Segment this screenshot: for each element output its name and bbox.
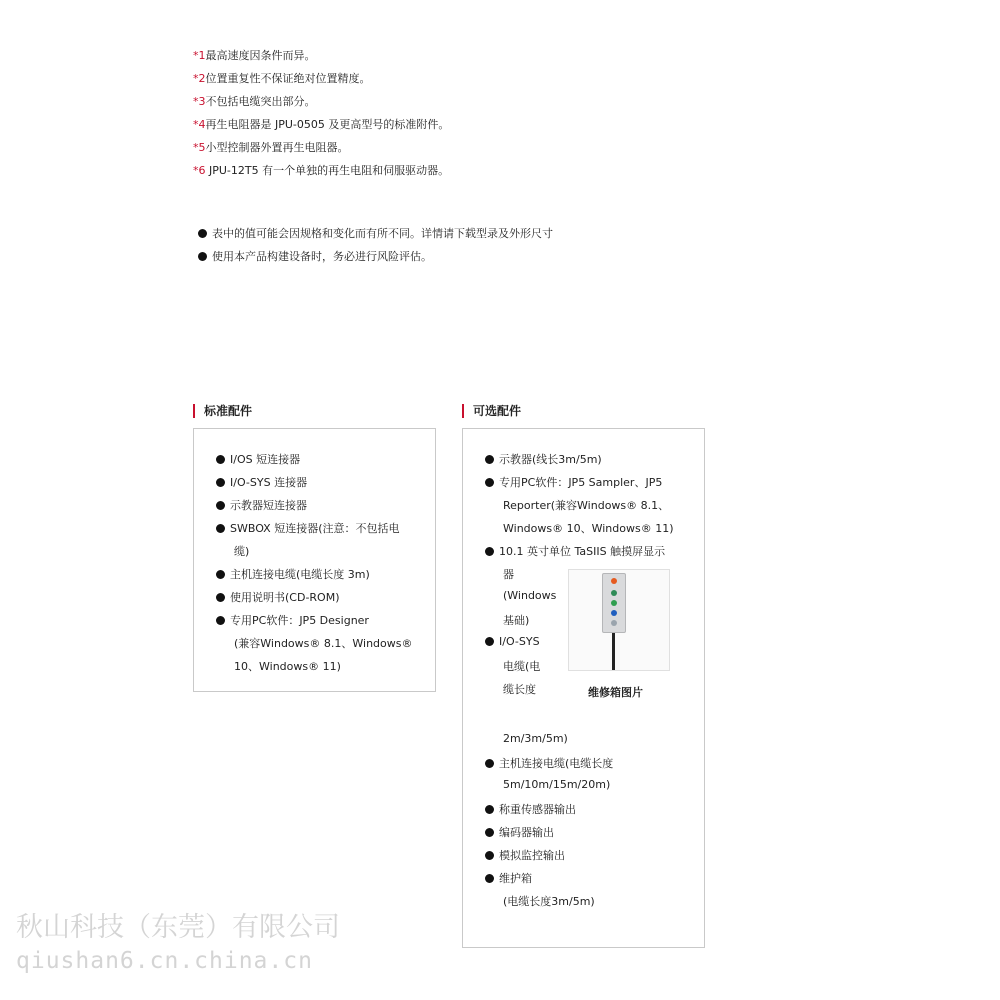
list-item <box>216 589 340 605</box>
list-item <box>485 635 540 648</box>
bullet-text: 表中的值可能会因规格和变化而有所不同。详情请下载型录及外形尺寸 <box>212 227 553 240</box>
bullet-icon <box>485 805 494 814</box>
list-item <box>216 612 369 628</box>
list-item-continuation: (Windows <box>503 589 557 602</box>
list-item-text: I/OS 短连接器 <box>230 453 301 466</box>
optional-accessories-title: 可选配件 <box>462 404 521 418</box>
footnote-marker: *4 <box>193 118 206 131</box>
footnote-text: JPU-12T5 有一个单独的再生电阻和伺服驱动器。 <box>205 164 450 177</box>
control-box-panel <box>602 573 626 633</box>
footnote-marker: *6 <box>193 164 206 177</box>
bullet-icon <box>216 478 225 487</box>
standard-accessories-title: 标准配件 <box>193 404 252 418</box>
bullet-icon <box>485 478 494 487</box>
list-item-text: 示教器(线长3m/5m) <box>499 453 602 466</box>
list-item-continuation: 电缆(电 <box>503 660 541 673</box>
list-item-continuation: 2m/3m/5m) <box>503 732 568 745</box>
gray-button-icon <box>611 620 617 626</box>
list-item-text: 维护箱 <box>499 872 532 885</box>
list-item-text: 示教器短连接器 <box>230 499 307 512</box>
bullet-icon <box>485 759 494 768</box>
bullet-icon <box>485 828 494 837</box>
list-item <box>216 520 400 536</box>
cable-graphic <box>612 633 615 670</box>
watermark-url: qiushan6.cn.china.cn <box>16 948 313 974</box>
bullet-icon <box>198 252 207 261</box>
list-item <box>485 543 665 559</box>
list-item-text: 编码器输出 <box>499 826 554 839</box>
bullet-icon <box>198 229 207 238</box>
list-item-continuation: Windows® 10、Windows® 11) <box>503 522 674 535</box>
list-item-text: 10.1 英寸单位 TaSIIS 触摸屏显示 <box>499 545 666 558</box>
bullet-icon <box>485 874 494 883</box>
bullet-icon <box>216 616 225 625</box>
list-item-continuation: Reporter(兼容Windows® 8.1、 <box>503 499 670 512</box>
list-item <box>485 847 565 863</box>
list-item-continuation: (电缆长度3m/5m) <box>503 895 595 908</box>
list-item <box>485 755 613 771</box>
maintenance-box-image <box>568 569 670 671</box>
list-item <box>216 474 307 490</box>
footnote-5 <box>193 136 449 159</box>
list-item-text: 专用PC软件：JP5 Designer <box>230 614 369 627</box>
footnote-text: 再生电阻器是 JPU-0505 及更高型号的标准附件。 <box>205 118 450 131</box>
list-item-continuation: 基础) <box>503 614 530 627</box>
list-item-continuation: 5m/10m/15m/20m) <box>503 778 611 791</box>
footnote-marker: *3 <box>193 95 206 108</box>
footnote-text: 不包括电缆突出部分。 <box>205 95 316 108</box>
list-item-text: 使用说明书(CD-ROM) <box>230 591 340 604</box>
list-item-text: SWBOX 短连接器(注意：不包括电 <box>230 522 400 535</box>
footnote-6 <box>193 159 449 182</box>
list-item <box>485 824 554 840</box>
list-item-continuation: 缆长度 <box>503 683 536 696</box>
list-item-text: 专用PC软件：JP5 Sampler、JP5 <box>499 476 663 489</box>
list-item <box>485 870 532 886</box>
bullet-icon <box>485 455 494 464</box>
footnote-3 <box>193 90 449 113</box>
list-item <box>485 474 662 490</box>
bullet-icon <box>485 851 494 860</box>
list-item-text: 称重传感器输出 <box>499 803 576 816</box>
bullet-icon <box>485 547 494 556</box>
bullet-icon <box>216 501 225 510</box>
footnote-1 <box>193 44 449 67</box>
list-item-text: I/O-SYS 连接器 <box>230 476 308 489</box>
list-item-continuation: (兼容Windows® 8.1、Windows® <box>234 637 413 650</box>
emergency-stop-button-icon <box>611 578 617 584</box>
list-item-text: I/O-SYS <box>499 635 540 648</box>
list-item <box>216 451 300 467</box>
green-button-icon <box>611 600 617 606</box>
bullet-icon <box>216 593 225 602</box>
bullet-note-2 <box>198 245 553 268</box>
standard-accessories-box <box>193 428 436 692</box>
footnote-text: 最高速度因条件而异。 <box>205 49 316 62</box>
list-item <box>216 566 370 582</box>
list-item-continuation: 10、Windows® 11) <box>234 660 341 673</box>
list-item <box>485 451 602 467</box>
bullet-notes <box>198 222 553 268</box>
blue-button-icon <box>611 610 617 616</box>
watermark-company: 秋山科技（东莞）有限公司 <box>16 912 340 943</box>
bullet-icon <box>216 524 225 533</box>
footnote-marker: *5 <box>193 141 206 154</box>
list-item-text: 主机连接电缆(电缆长度 3m) <box>230 568 370 581</box>
list-item-continuation: 缆) <box>234 545 250 558</box>
footnote-text: 位置重复性不保证绝对位置精度。 <box>205 72 371 85</box>
optional-accessories-box <box>462 428 705 948</box>
list-item-continuation: 器 <box>503 568 514 581</box>
bullet-icon <box>485 637 494 646</box>
bullet-text: 使用本产品构建设备时，务必进行风险评估。 <box>212 250 432 263</box>
list-item-text: 主机连接电缆(电缆长度 <box>499 757 614 770</box>
list-item <box>216 497 307 513</box>
footnote-4 <box>193 113 449 136</box>
footnote-marker: *1 <box>193 49 206 62</box>
footnote-2 <box>193 67 449 90</box>
list-item <box>485 801 576 817</box>
bullet-icon <box>216 455 225 464</box>
footnote-marker: *2 <box>193 72 206 85</box>
footnote-text: 小型控制器外置再生电阻器。 <box>205 141 349 154</box>
image-caption: 维修箱图片 <box>588 686 643 699</box>
footnotes <box>193 44 449 182</box>
bullet-icon <box>216 570 225 579</box>
list-item-text: 模拟监控输出 <box>499 849 565 862</box>
bullet-note-1 <box>198 222 553 245</box>
green-button-icon <box>611 590 617 596</box>
